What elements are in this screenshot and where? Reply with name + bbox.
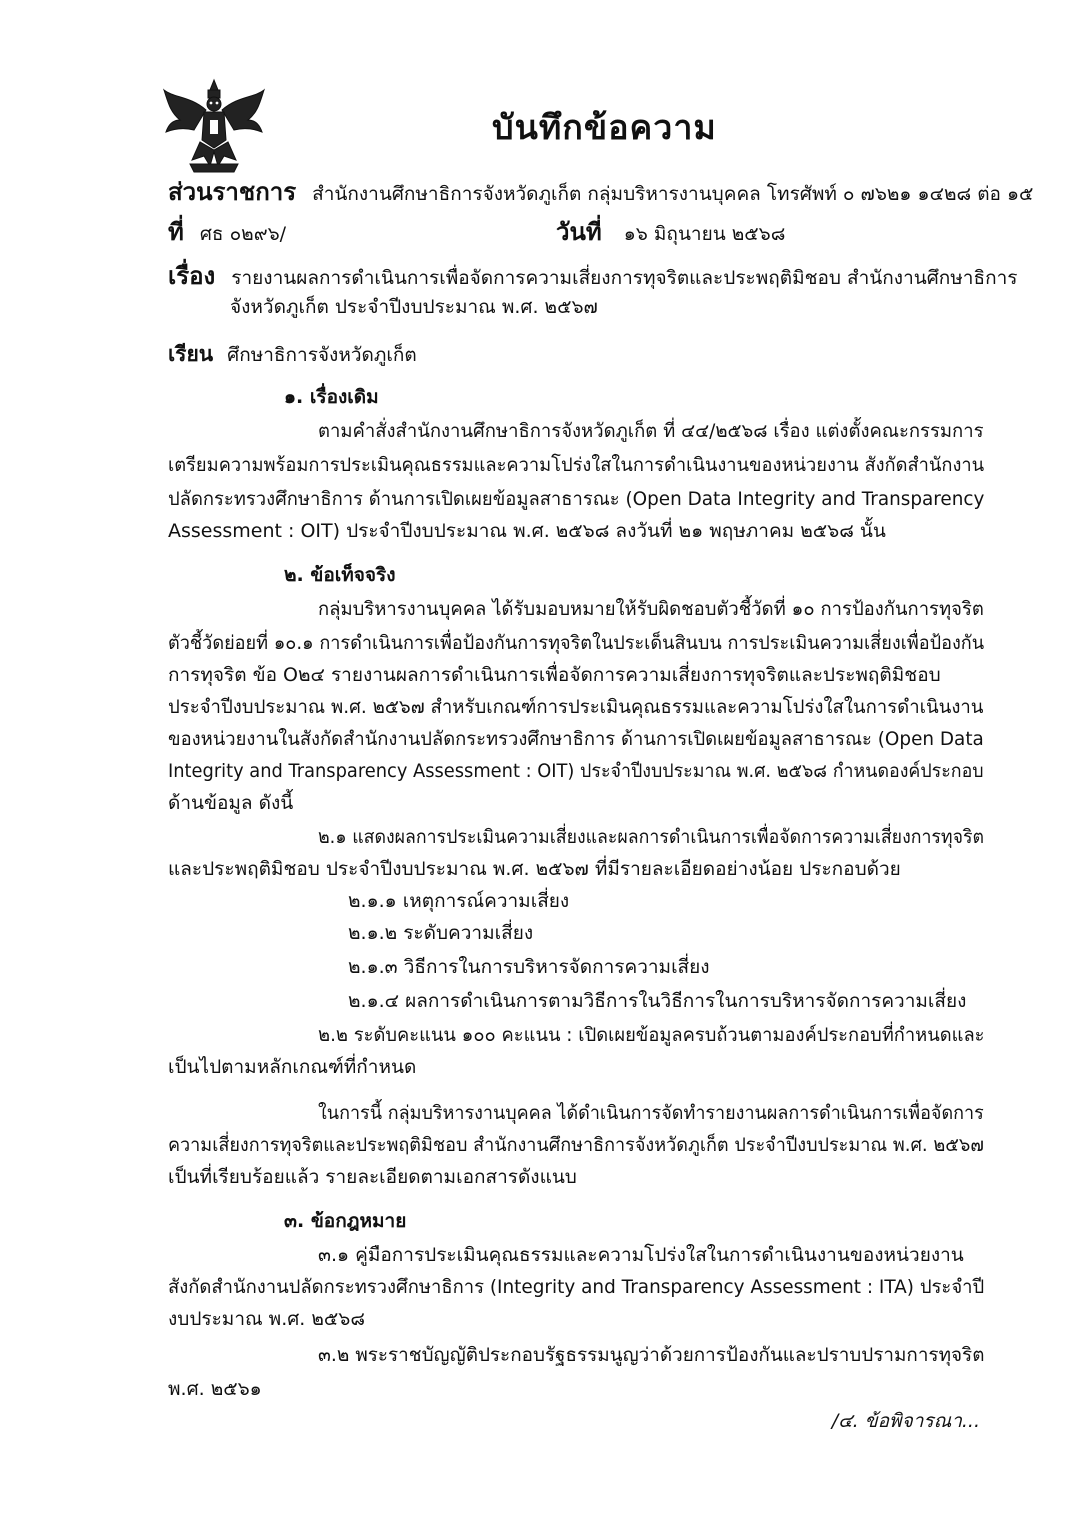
subitem: ๒.๑.๓ วิธีการในการบริหารจัดการความเสี่ยง xyxy=(348,956,710,978)
section2-heading: ๒. ข้อเท็จจริง xyxy=(284,564,396,586)
reference-label: ที่ xyxy=(168,218,184,246)
subject-line-2: จังหวัดภูเก็ต ประจำปีงบประมาณ พ.ศ. ๒๕๖๗ xyxy=(230,296,598,318)
to-label: เรียน xyxy=(168,342,214,366)
date-label: วันที่ xyxy=(556,218,602,246)
item-2-1-line: และประพฤติมิชอบ ประจำปีงบประมาณ พ.ศ. ๒๕๖๗ ที่มีรายละเอียดอย่างน้อย ประกอบด้วย xyxy=(168,858,901,880)
summary-line: ความเสี่ยงการทุจริตและประพฤติมิชอบ สำนักงานศึกษาธิการจังหวัดภูเก็ต ประจำปีงบประมาณ พ.ศ. ๒๕๖๗ xyxy=(168,1134,984,1156)
continuation-note: /๔. ข้อพิจารณา... xyxy=(831,1410,980,1432)
section2-line: ของหน่วยงานในสังกัดสำนักงานปลัดกระทรวงศึกษาธิการ ด้านการเปิดเผยข้อมูลสาธารณะ (Open Data xyxy=(168,728,984,750)
subitem: ๒.๑.๑ เหตุการณ์ความเสี่ยง xyxy=(348,890,570,912)
reference-row xyxy=(168,212,286,251)
item-2-2-line: ๒.๒ ระดับคะแนน ๑๐๐ คะแนน : เปิดเผยข้อมูลครบถ้วนตามองค์ประกอบที่กำหนดและ xyxy=(318,1024,985,1046)
agency-label: ส่วนราชการ xyxy=(168,178,297,206)
section1-heading: ๑. เรื่องเดิม xyxy=(284,386,379,408)
item-3-2-line: พ.ศ. ๒๕๖๑ xyxy=(168,1378,262,1400)
item-3-1-line: งบประมาณ พ.ศ. ๒๕๖๘ xyxy=(168,1308,365,1330)
item-3-1-line: สังกัดสำนักงานปลัดกระทรวงศึกษาธิการ (Integrity and Transparency Assessment : ITA) ประจำปี xyxy=(168,1276,985,1298)
to-value: ศึกษาธิการจังหวัดภูเก็ต xyxy=(227,344,417,366)
summary-line: ในการนี้ กลุ่มบริหารงานบุคคล ได้ดำเนินการจัดทำรายงานผลการดำเนินการเพื่อจัดการ xyxy=(318,1102,984,1124)
date-value: ๑๖ มิถุนายน ๒๕๖๘ xyxy=(623,223,786,245)
section3-heading: ๓. ข้อกฎหมาย xyxy=(284,1210,407,1232)
subject-label: เรื่อง xyxy=(168,262,216,290)
date-row xyxy=(556,212,785,251)
agency-row xyxy=(168,172,1033,211)
agency-value: สำนักงานศึกษาธิการจังหวัดภูเก็ต กลุ่มบริหารงานบุคคล โทรศัพท์ ๐ ๗๖๒๑ ๑๔๒๘ ต่อ ๑๕ xyxy=(312,183,1034,205)
item-3-1-line: ๓.๑ คู่มือการประเมินคุณธรรมและความโปร่งใสในการดำเนินงานของหน่วยงาน xyxy=(318,1244,964,1266)
section2-line: ตัวชี้วัดย่อยที่ ๑๐.๑ การดำเนินการเพื่อป้องกันการทุจริตในประเด็นสินบน การประเมินความเสี่ยงเพื่อป้องกัน xyxy=(168,632,985,654)
section1-line: ปลัดกระทรวงศึกษาธิการ ด้านการเปิดเผยข้อมูลสาธารณะ (Open Data Integrity and Transparency xyxy=(168,488,985,510)
section2-line: ด้านข้อมูล ดังนี้ xyxy=(168,792,294,814)
reference-value: ศธ ๐๒๙๖/ xyxy=(199,223,287,245)
item-2-2-line: เป็นไปตามหลักเกณฑ์ที่กำหนด xyxy=(168,1056,417,1078)
summary-line: เป็นที่เรียบร้อยแล้ว รายละเอียดตามเอกสารดังแนบ xyxy=(168,1166,577,1188)
subject-line-1: รายงานผลการดำเนินการเพื่อจัดการความเสี่ยงการทุจริตและประพฤติมิชอบ สำนักงานศึกษาธิการ xyxy=(231,267,1018,289)
section2-line: การทุจริต ข้อ O๒๔ รายงานผลการดำเนินการเพื่อจัดการความเสี่ยงการทุจริตและประพฤติมิชอบ xyxy=(168,664,941,686)
section2-line: ประจำปีงบประมาณ พ.ศ. ๒๕๖๗ สำหรับเกณฑ์การประเมินคุณธรรมและความโปร่งใสในการดำเนินงาน xyxy=(168,696,984,718)
subitem: ๒.๑.๔ ผลการดำเนินการตามวิธีการในวิธีการในการบริหารจัดการความเสี่ยง xyxy=(348,990,967,1012)
subject-row xyxy=(168,256,1017,295)
subitem: ๒.๑.๒ ระดับความเสี่ยง xyxy=(348,922,534,944)
to-row xyxy=(168,338,417,371)
garuda-emblem-icon xyxy=(160,76,268,176)
section1-line: ตามคำสั่งสำนักงานศึกษาธิการจังหวัดภูเก็ต ที่ ๔๔/๒๕๖๘ เรื่อง แต่งตั้งคณะกรรมการ xyxy=(318,420,984,442)
section2-line: Integrity and Transparency Assessment : OIT) ประจำปีงบประมาณ พ.ศ. ๒๕๖๘ กำหนดองค์ประกอบ xyxy=(168,760,984,782)
section2-line: กลุ่มบริหารงานบุคคล ได้รับมอบหมายให้รับผิดชอบตัวชี้วัดที่ ๑๐ การป้องกันการทุจริต xyxy=(318,598,984,620)
memo-title: บันทึกข้อความ xyxy=(492,108,717,148)
section1-line: Assessment : OIT) ประจำปีงบประมาณ พ.ศ. ๒๕๖๘ ลงวันที่ ๒๑ พฤษภาคม ๒๕๖๘ นั้น xyxy=(168,520,886,542)
section1-line: เตรียมความพร้อมการประเมินคุณธรรมและความโปร่งใสในการดำเนินงานของหน่วยงาน สังกัดสำนักงาน xyxy=(168,454,985,476)
item-2-1-line: ๒.๑ แสดงผลการประเมินความเสี่ยงและผลการดำเนินการเพื่อจัดการความเสี่ยงการทุจริต xyxy=(318,826,985,848)
item-3-2-line: ๓.๒ พระราชบัญญัติประกอบรัฐธรรมนูญว่าด้วยการป้องกันและปราบปรามการทุจริต xyxy=(318,1344,985,1366)
